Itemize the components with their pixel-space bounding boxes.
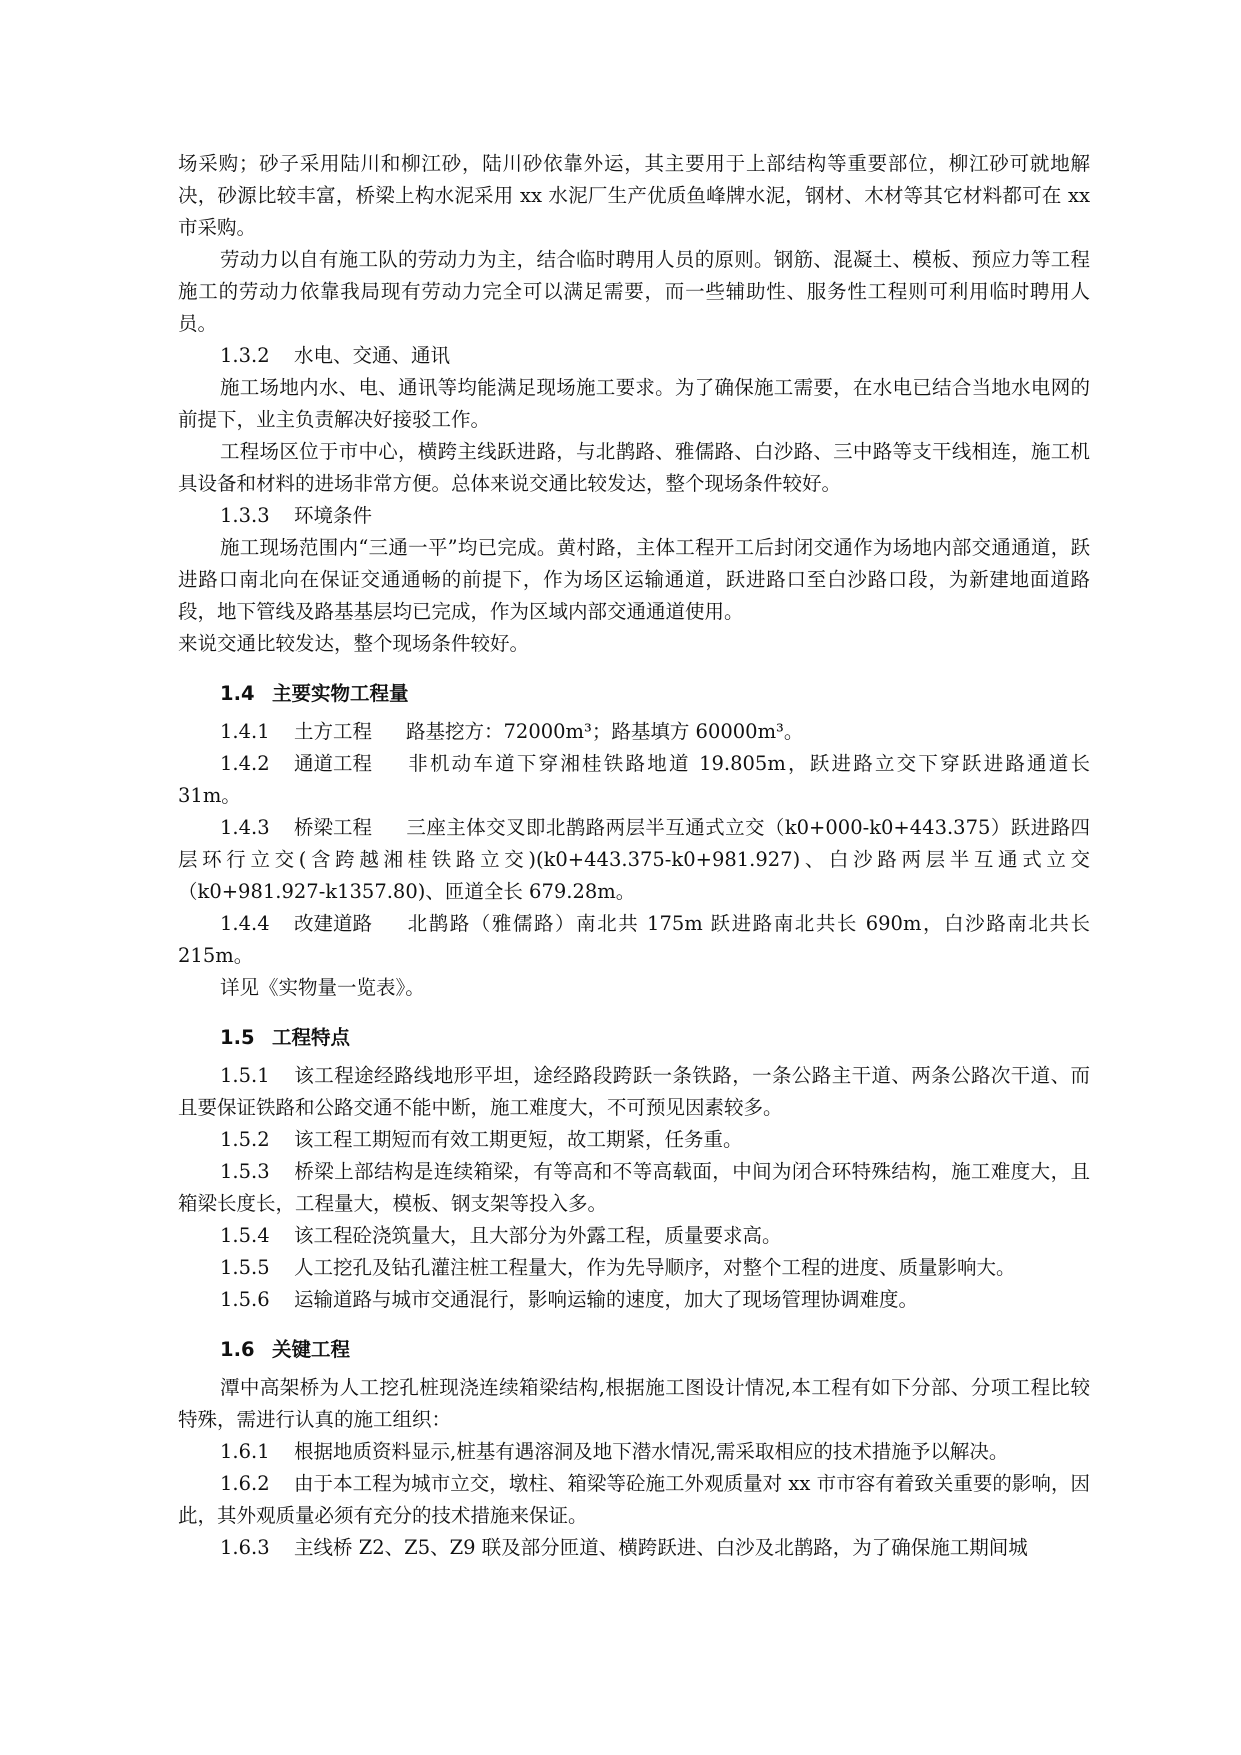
section-title: 工程特点	[272, 1026, 351, 1049]
item-text: 该工程工期短而有效工期更短，故工期紧，任务重。	[294, 1128, 743, 1151]
subsection-heading-1-3-2	[178, 340, 1090, 372]
subsection-heading-1-3-3	[178, 500, 1090, 532]
subsection-number: 1.3.3	[220, 504, 270, 527]
list-item-1-5-2	[178, 1124, 1090, 1156]
item-number: 1.5.3	[220, 1160, 270, 1183]
item-number: 1.6.3	[220, 1536, 270, 1559]
item-label: 通道工程	[294, 752, 373, 775]
item-text: 路基挖方：72000m³；路基填方 60000m³。	[406, 720, 804, 743]
section-heading-1-4	[178, 678, 1090, 710]
item-text: 非机动车道下穿湘桂铁路地道 19.805m，跃进路立交下穿跃进路通道长 31m。	[178, 752, 1090, 807]
list-item-1-5-5	[178, 1252, 1090, 1284]
item-number: 1.4.2	[220, 752, 270, 775]
section-number: 1.5	[220, 1026, 255, 1049]
section-title: 主要实物工程量	[272, 682, 409, 705]
item-number: 1.5.4	[220, 1224, 270, 1247]
item-number: 1.5.2	[220, 1128, 270, 1151]
item-label: 桥梁工程	[294, 816, 373, 839]
paragraph-utilities: 施工场地内水、电、通讯等均能满足现场施工要求。为了确保施工需要，在水电已结合当地水电网的前提下，业主负责解决好接驳工作。	[178, 376, 1090, 431]
document-body	[178, 148, 1090, 1564]
list-item-1-4-3	[178, 812, 1090, 908]
paragraph-traffic: 工程场区位于市中心，横跨主线跃进路，与北鹊路、雅儒路、白沙路、三中路等支干线相连，施工机具设备和材料的进场非常方便。总体来说交通比较发达，整个现场条件较好。	[178, 440, 1090, 495]
list-item-1-4-4	[178, 908, 1090, 972]
intro-paragraph-labor: 劳动力以自有施工队的劳动力为主，结合临时聘用人员的原则。钢筋、混凝土、模板、预应力等工程施工的劳动力依靠我局现有劳动力完全可以满足需要，而一些辅助性、服务性工程则可利用临时聘用人员。	[178, 248, 1090, 335]
paragraph-key-works-intro: 潭中高架桥为人工挖孔桩现浇连续箱梁结构,根据施工图设计情况,本工程有如下分部、分项工程比较特殊，需进行认真的施工组织：	[178, 1376, 1090, 1431]
item-text: 人工挖孔及钻孔灌注桩工程量大，作为先导顺序，对整个工程的进度、质量影响大。	[294, 1256, 1016, 1279]
list-item-1-4-1	[178, 716, 1090, 748]
item-number: 1.5.5	[220, 1256, 270, 1279]
section-heading-1-5	[178, 1022, 1090, 1054]
list-item-1-6-1	[178, 1436, 1090, 1468]
item-label: 土方工程	[294, 720, 373, 743]
item-text: 三座主体交叉即北鹊路两层半互通式立交（k0+000-k0+443.375）跃进路四层环行立交(含跨越湘桂铁路立交)(k0+443.375-k0+981.927)、白沙路两层半互通式立交（k0+981.927-k1357.80)、匝道全长 679.28m。	[178, 816, 1090, 903]
list-item-1-6-3	[178, 1532, 1090, 1564]
item-text: 该工程途经路线地形平坦，途经路段跨跃一条铁路，一条公路主干道、两条公路次干道、而且要保证铁路和公路交通不能中断，施工难度大，不可预见因素较多。	[178, 1064, 1090, 1119]
subsection-title: 环境条件	[294, 504, 373, 527]
item-number: 1.5.6	[220, 1288, 270, 1311]
intro-paragraph-materials: 场采购；砂子采用陆川和柳江砂，陆川砂依靠外运，其主要用于上部结构等重要部位，柳江砂可就地解决，砂源比较丰富，桥梁上构水泥采用 xx 水泥厂生产优质鱼峰牌水泥，钢材、木材等其它材料都可在 xx 市采购。	[178, 152, 1090, 239]
section-title: 关键工程	[272, 1338, 351, 1361]
item-text: 该工程砼浇筑量大，且大部分为外露工程，质量要求高。	[294, 1224, 782, 1247]
list-item-1-5-1	[178, 1060, 1090, 1124]
spacer	[178, 1316, 1090, 1334]
item-label: 改建道路	[294, 912, 373, 935]
section-heading-1-6	[178, 1334, 1090, 1366]
item-number: 1.4.1	[220, 720, 270, 743]
item-text: 由于本工程为城市立交，墩柱、箱梁等砼施工外观质量对 xx 市市容有着致关重要的影响，因此，其外观质量必须有充分的技术措施来保证。	[178, 1472, 1090, 1527]
section-number: 1.6	[220, 1338, 255, 1361]
item-number: 1.6.1	[220, 1440, 270, 1463]
item-text: 北鹊路（雅儒路）南北共 175m 跃进路南北共长 690m，白沙路南北共长 215m。	[178, 912, 1090, 967]
spacer	[178, 660, 1090, 678]
list-item-1-5-6	[178, 1284, 1090, 1316]
subsection-title: 水电、交通、通讯	[294, 344, 451, 367]
item-number: 1.5.1	[220, 1064, 270, 1087]
list-item-1-5-4	[178, 1220, 1090, 1252]
reference-note: 详见《实物量一览表》。	[220, 976, 425, 999]
paragraph-environment-tail: 来说交通比较发达，整个现场条件较好。	[178, 632, 530, 655]
list-item-1-4-2	[178, 748, 1090, 812]
subsection-number: 1.3.2	[220, 344, 270, 367]
item-text: 桥梁上部结构是连续箱梁，有等高和不等高载面，中间为闭合环特殊结构，施工难度大，且箱梁长度长，工程量大，模板、钢支架等投入多。	[178, 1160, 1090, 1215]
spacer	[178, 1004, 1090, 1022]
list-item-1-6-2	[178, 1468, 1090, 1532]
item-number: 1.4.3	[220, 816, 270, 839]
item-text: 运输道路与城市交通混行，影响运输的速度，加大了现场管理协调难度。	[294, 1288, 919, 1311]
paragraph-environment: 施工现场范围内“三通一平”均已完成。黄村路，主体工程开工后封闭交通作为场地内部交通通道，跃进路口南北向在保证交通通畅的前提下，作为场区运输通道，跃进路口至白沙路口段，为新建地面道路段，地下管线及路基基层均已完成，作为区域内部交通通道使用。	[178, 536, 1090, 623]
list-item-1-5-3	[178, 1156, 1090, 1220]
section-number: 1.4	[220, 682, 255, 705]
item-number: 1.4.4	[220, 912, 270, 935]
item-number: 1.6.2	[220, 1472, 270, 1495]
item-text: 主线桥 Z2、Z5、Z9 联及部分匝道、横跨跃进、白沙及北鹊路，为了确保施工期间城	[294, 1536, 1028, 1559]
item-text: 根据地质资料显示,桩基有遇溶洞及地下潜水情况,需采取相应的技术措施予以解决。	[294, 1440, 1009, 1463]
